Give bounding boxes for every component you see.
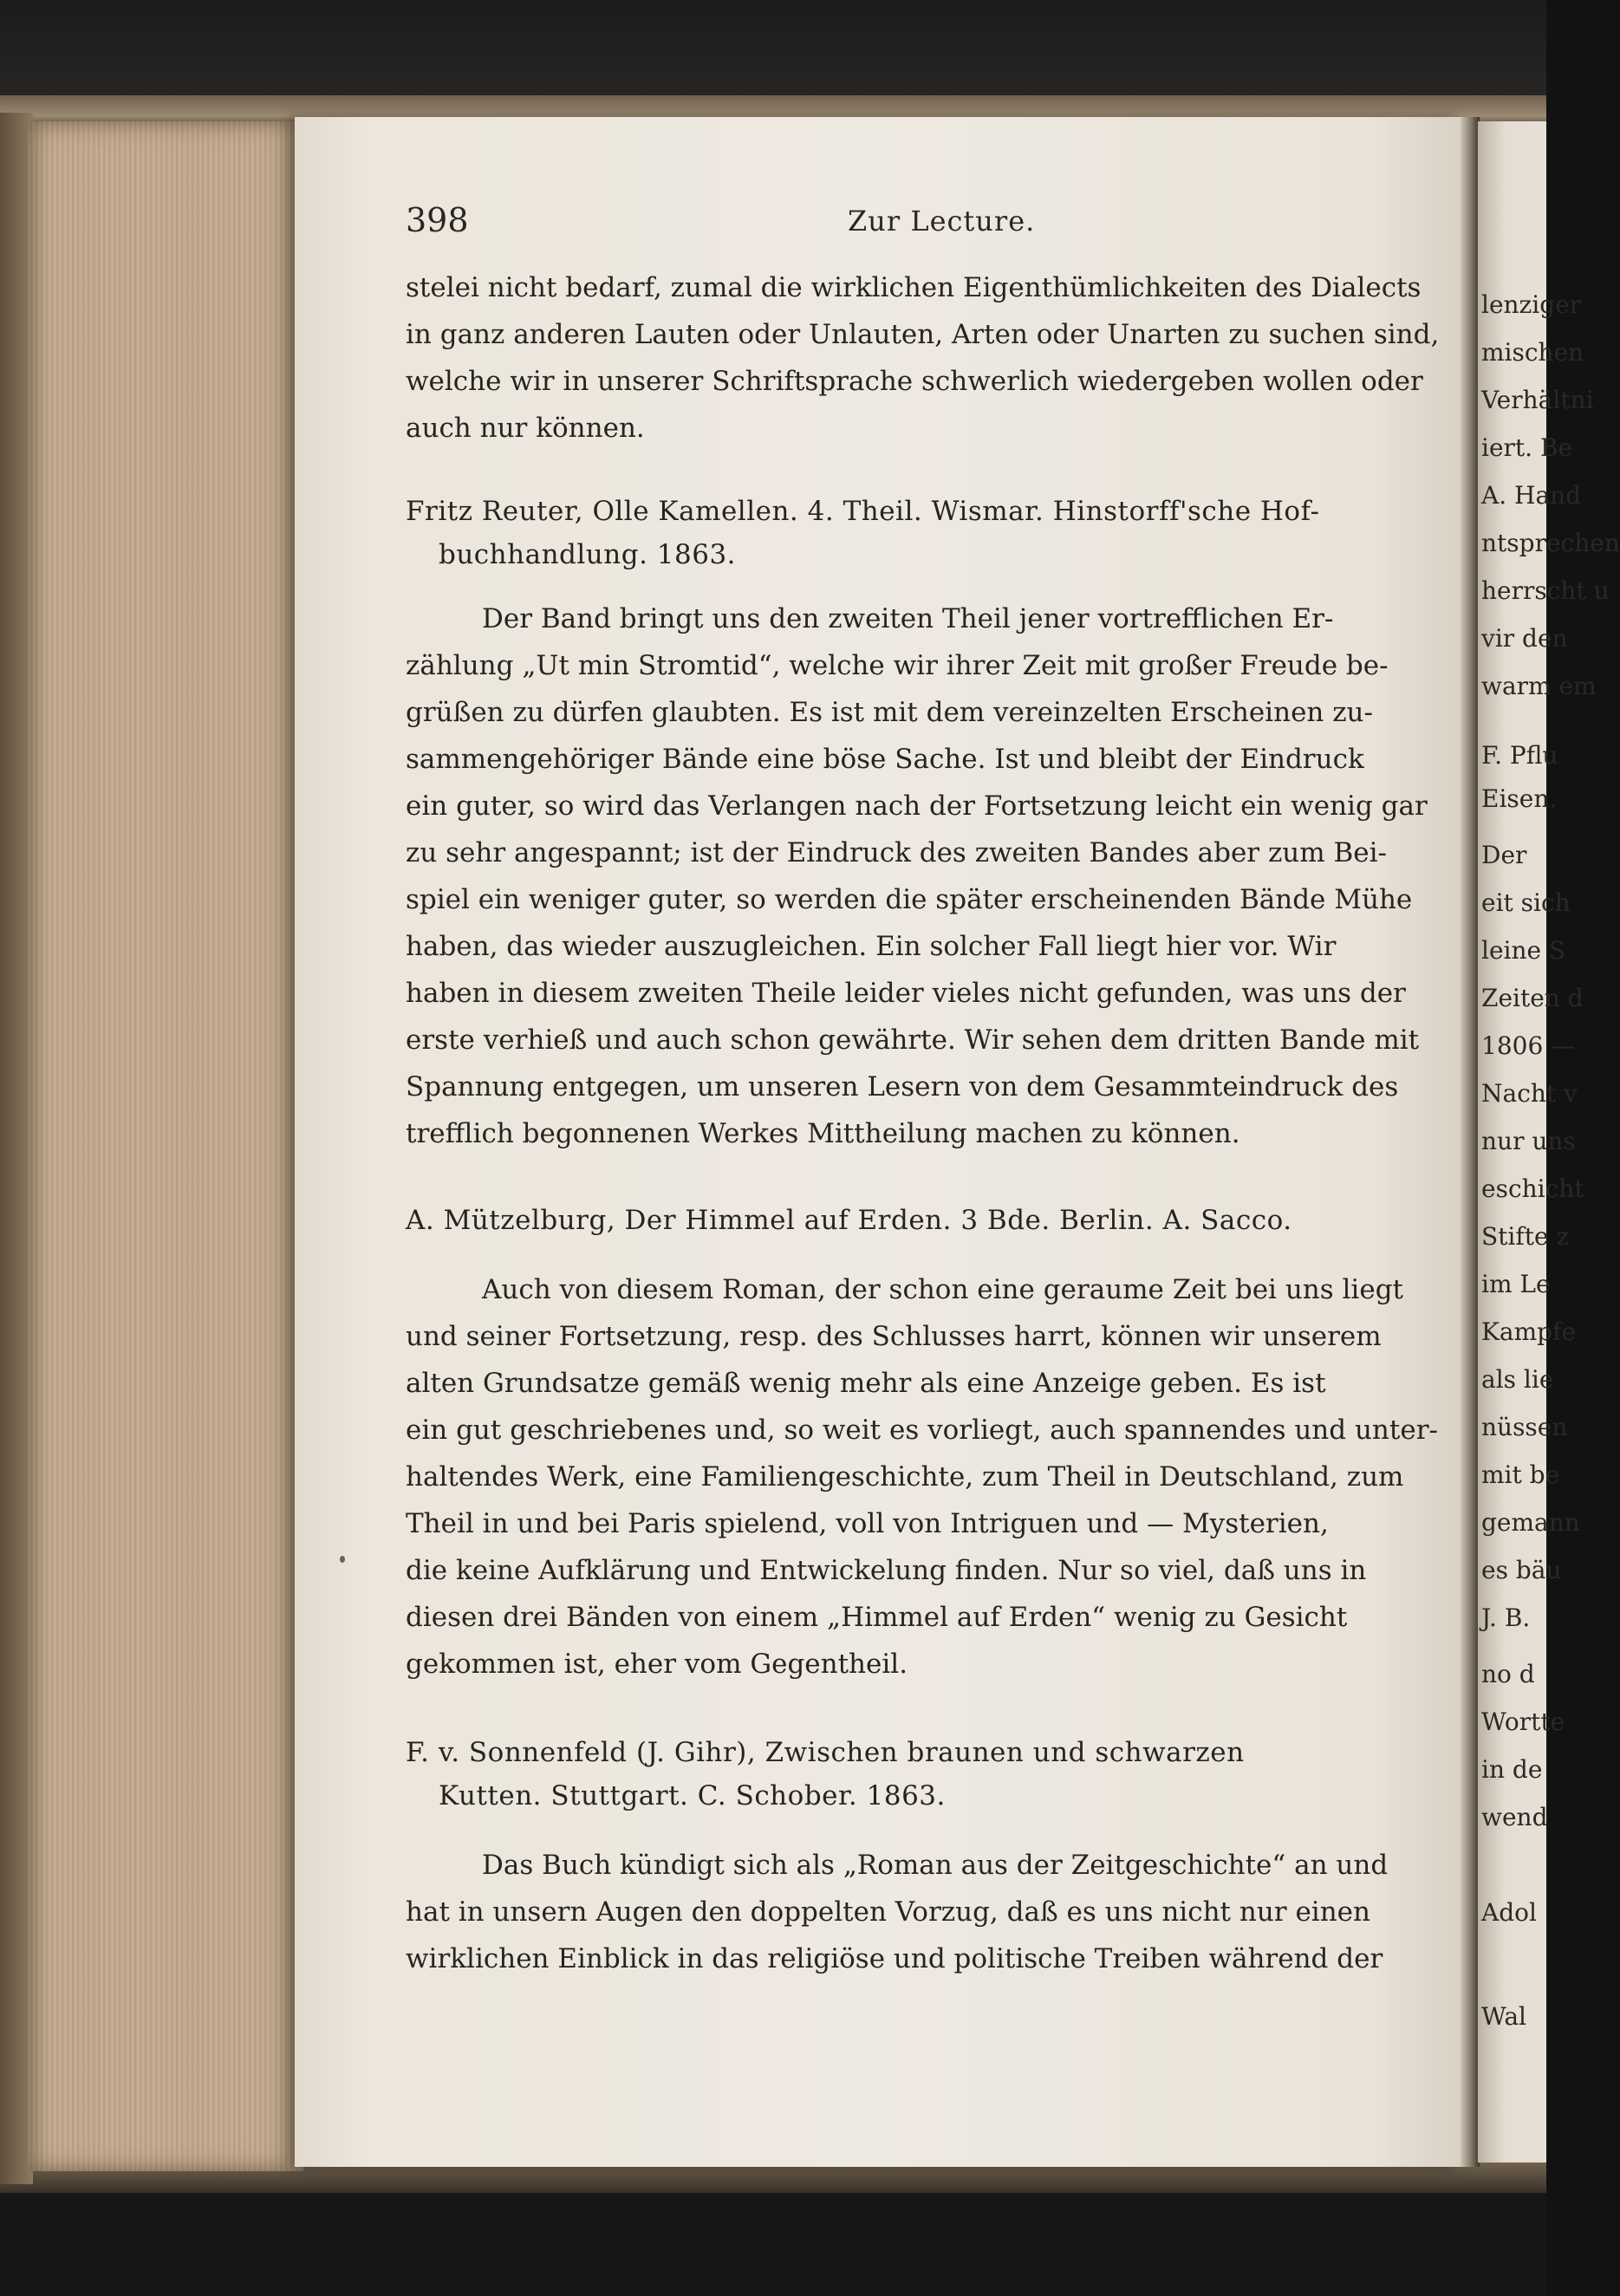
right-page-text: F. Pflu	[1481, 741, 1558, 770]
right-page-text: nüssen	[1481, 1413, 1568, 1441]
text-line: alten Grundsatze gemäß wenig mehr als eine Anzeige geben. Es ist	[406, 1368, 1326, 1399]
text-line: welche wir in unserer Schriftsprache schwerlich wiedergeben wollen oder	[406, 366, 1423, 397]
text-line: Der Band bringt uns den zweiten Theil jener vortrefflichen Er-	[482, 603, 1334, 634]
right-page-text: eschicht	[1481, 1174, 1584, 1203]
right-page-text: 1806 —	[1481, 1031, 1576, 1060]
right-page-text: Eisen.	[1481, 784, 1558, 813]
text-line: grüßen zu dürfen glaubten. Es ist mit dem vereinzelten Erscheinen zu-	[406, 697, 1373, 728]
text-line: sammengehöriger Bände eine böse Sache. Ist und bleibt der Eindruck	[406, 744, 1364, 775]
text-line: haben, das wieder auszugleichen. Ein solcher Fall liegt hier vor. Wir	[406, 931, 1337, 962]
paper-speck	[340, 1556, 345, 1563]
right-page-text: Wortte	[1481, 1707, 1565, 1736]
right-page-fragment	[1478, 121, 1620, 2163]
text-line: haltendes Werk, eine Familiengeschichte, zum Theil in Deutschland, zum	[406, 1461, 1404, 1493]
text-line: Theil in und bei Paris spielend, voll von Intriguen und — Mysterien,	[406, 1508, 1329, 1539]
text-line: stelei nicht bedarf, zumal die wirklichen Eigenthümlichkeiten des Dialects	[406, 272, 1422, 303]
page-header	[406, 201, 1437, 241]
right-page-text: herrscht u	[1481, 576, 1610, 605]
right-page-text: lenziger	[1481, 290, 1582, 319]
text-line: zählung „Ut min Stromtid“, welche wir ihrer Zeit mit großer Freude be-	[406, 650, 1389, 681]
right-page-text: ntsprechen	[1481, 529, 1620, 557]
right-page-text: mischen	[1481, 338, 1584, 367]
right-page-text: Nacht v	[1481, 1079, 1578, 1108]
book-gutter	[1461, 117, 1480, 2167]
right-page-text: vir den	[1481, 624, 1568, 653]
page-number: 398	[406, 201, 469, 239]
text-line: gekommen ist, eher vom Gegentheil.	[406, 1649, 908, 1680]
right-page-text: in de	[1481, 1755, 1543, 1784]
bibliographic-entry-continued: buchhandlung. 1863.	[439, 539, 737, 570]
text-line: Auch von diesem Roman, der schon eine geraume Zeit bei uns liegt	[482, 1274, 1403, 1305]
bibliographic-entry: A. Mützelburg, Der Himmel auf Erden. 3 Bde. Berlin. A. Sacco.	[406, 1205, 1292, 1236]
text-line: wirklichen Einblick in das religiöse und politische Treiben während der	[406, 1943, 1383, 1974]
text-line: zu sehr angespannt; ist der Eindruck des zweiten Bandes aber zum Bei-	[406, 837, 1388, 868]
bibliographic-entry: Fritz Reuter, Olle Kamellen. 4. Theil. Wismar. Hinstorff'sche Hof-	[406, 496, 1320, 527]
text-line: und seiner Fortsetzung, resp. des Schlusses harrt, können wir unserem	[406, 1321, 1382, 1352]
text-line: die keine Aufklärung und Entwickelung finden. Nur so viel, daß uns in	[406, 1555, 1367, 1586]
right-page-text: Kampfe	[1481, 1317, 1577, 1346]
text-line: Das Buch kündigt sich als „Roman aus der Zeitgeschichte“ an und	[482, 1850, 1389, 1881]
right-page-text: Verhältni	[1481, 386, 1594, 414]
right-page-text: J. B.	[1481, 1603, 1531, 1632]
right-page-text: iert. Be	[1481, 433, 1573, 462]
page-edges-stack	[28, 121, 303, 2171]
right-page-text: warm em	[1481, 672, 1597, 700]
text-line: haben in diesem zweiten Theile leider vieles nicht gefunden, was uns der	[406, 978, 1406, 1009]
running-title: Zur Lecture.	[848, 205, 1036, 237]
text-line: spiel ein weniger guter, so werden die später erscheinenden Bände Mühe	[406, 884, 1413, 915]
right-page-text: Stifte z	[1481, 1222, 1570, 1251]
text-line: ein gut geschriebenes und, so weit es vorliegt, auch spannendes und unter-	[406, 1415, 1438, 1446]
text-line: hat in unsern Augen den doppelten Vorzug, daß es uns nicht nur einen	[406, 1896, 1370, 1928]
text-line: diesen drei Bänden von einem „Himmel auf Erden“ wenig zu Gesicht	[406, 1602, 1348, 1633]
bibliographic-entry: F. v. Sonnenfeld (J. Gihr), Zwischen braunen und schwarzen	[406, 1737, 1245, 1768]
text-line: trefflich begonnenen Werkes Mittheilung machen zu können.	[406, 1118, 1240, 1149]
right-page-text: leine S	[1481, 936, 1566, 965]
bibliographic-entry-continued: Kutten. Stuttgart. C. Schober. 1863.	[439, 1780, 946, 1811]
right-page-text: Der	[1481, 841, 1527, 869]
right-page-text: Wal	[1481, 2002, 1526, 2031]
right-page-text: gemann	[1481, 1508, 1580, 1537]
right-page-text: wend	[1481, 1803, 1548, 1831]
right-page-text: im Le	[1481, 1270, 1551, 1298]
right-page-text: mit be	[1481, 1460, 1560, 1489]
text-line: in ganz anderen Lauten oder Unlauten, Arten oder Unarten zu suchen sind,	[406, 319, 1440, 350]
right-page-text: Adol	[1481, 1898, 1537, 1927]
right-page-text: no d	[1481, 1660, 1535, 1688]
right-page-text: es bäu	[1481, 1556, 1562, 1584]
text-line: auch nur können.	[406, 413, 645, 444]
right-page-text: als lie	[1481, 1365, 1554, 1394]
text-line: ein guter, so wird das Verlangen nach der Fortsetzung leicht ein wenig gar	[406, 790, 1428, 822]
text-line: erste verhieß und auch schon gewährte. Wir sehen dem dritten Bande mit	[406, 1024, 1420, 1056]
right-page-text: eit sich	[1481, 888, 1571, 917]
right-page-text: A. Hand	[1481, 481, 1582, 510]
right-page-text: Zeiten d	[1481, 984, 1584, 1012]
right-page-text: nur uns	[1481, 1127, 1576, 1155]
text-line: Spannung entgegen, um unseren Lesern von dem Gesammteindruck des	[406, 1071, 1399, 1102]
